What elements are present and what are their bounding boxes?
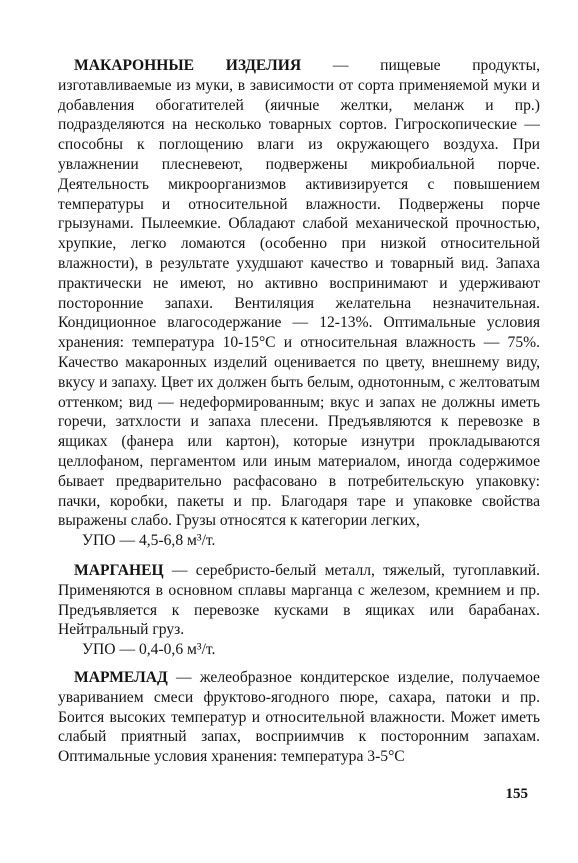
entry-term: МАКАРОННЫЕ ИЗДЕЛИЯ [74,57,302,74]
entry-makaronnye-izdeliya [58,56,540,531]
entry-marmelad [58,668,540,767]
entry-term: МАРМЕЛАД [74,668,168,686]
entry-spacer [58,551,540,561]
entry-marganets [58,561,540,640]
entry-text: — серебристо-белый металл, тяжелый, тугоплавкий. Применяются в основном сплавы марганца с железом, кремнием и пр. Предъявляется к перевозке кусками в ящиках или барабанах. Нейтральный груз. [58,561,540,639]
entry-term: МАРГАНЕЦ [74,561,164,579]
entry-text: — пищевые продукты, изготавливаемые из муки, в зависимости от сорта применяемой муки и добавления обогатителей (яичные желтки, меланж и пр.) подразделяются на несколько товарных сортов. Гигроскопические — способны к поглощению влаги из окружающего воздуха. При увлажнении плесневеют, подвержены микробиальной порче. Деятельность микроорганизмов активизируется с повышением температуры и относительной влажности. Подвержены порче грызунами. Пылеемкие. Обладают слабой механической прочностью, хрупкие, легко ломаются (особенно при низкой относительной влажности), в результате ухудшают качество и товарный вид. Запаха практически не имеют, но активно воспринимают и удерживают посторонние запахи. Вентиляция желательна незначительная. Кондиционное влагосодержание — 12-13%. Оптимальные условия хранения: температура 10-15°С и относительная влажность — 75%. Качество макаронных изделий оценивается по цвету, внешнему виду, вкусу и запаху. Цвет их должен быть белым, однотонным, с желтоватым оттенком; вид — недеформированным; вкус и запах не должны иметь горечи, затхлости и запаха плесени. Предъявляются к перевозке в ящиках (фанера или картон), которые изнутри прокладываются целлофаном, пергаментом или иным материалом, иногда содержимое бывает предварительно расфасовано в потребительскую упаковку: пачки, коробки, пакеты и пр. Благодаря таре и упаковке свойства выражены слабо. Грузы относятся к категории легких, [58,57,540,530]
entry-upo: УПО — 4,5-6,8 м³/т. [82,532,216,550]
page-number: 155 [505,786,528,802]
entry-spacer [58,660,540,668]
entry-upo: УПО — 0,4-0,6 м³/т. [82,641,216,659]
entry-text: — желеобразное кондитерское изделие, получаемое увариванием смеси фруктово-ягодного пюре, сахара, патоки и пр. Боится высоких температур и относительной влажности. Может иметь слабый приятный запах, восприимчив к посторонним запахам. Оптимальные условия хранения: температура 3-5°С [58,668,540,766]
page-content [58,56,540,767]
